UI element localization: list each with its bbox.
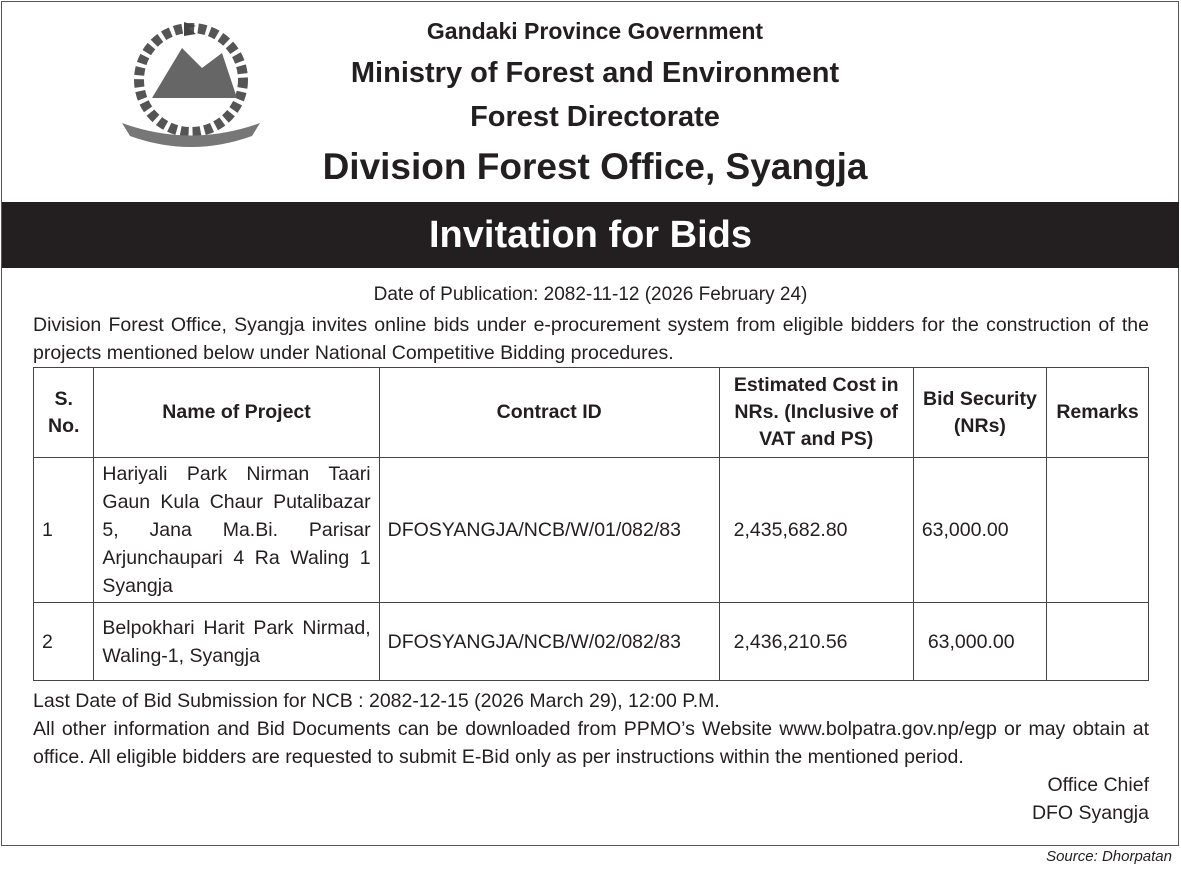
header-security: Bid Security (NRs) <box>913 368 1046 458</box>
header-project: Name of Project <box>94 368 379 458</box>
signatory-title: Office Chief <box>1047 774 1149 796</box>
table-row <box>34 458 1149 603</box>
cell-remarks <box>1047 603 1149 681</box>
notice-title: Invitation for Bids <box>2 202 1179 268</box>
cell-sn: 2 <box>34 603 94 681</box>
ministry-name: Ministry of Forest and Environment <box>350 57 840 89</box>
signatory-office: DFO Syangja <box>1031 802 1149 824</box>
footer <box>33 687 1149 827</box>
nepal-emblem-seal <box>112 18 270 153</box>
table-row <box>34 603 1149 681</box>
cell-sn: 1 <box>34 458 94 603</box>
cell-security: 63,000.00 <box>913 458 1046 603</box>
publication-date: Date of Publication: 2082-11-12 (2026 February 24) <box>373 284 808 305</box>
header-remarks: Remarks <box>1047 368 1149 458</box>
header-cost: Estimated Cost in NRs. (Inclusive of VAT and PS) <box>719 368 913 458</box>
table-header-row <box>34 368 1149 458</box>
source-credit: Source: Dhorpatan <box>1046 848 1172 865</box>
cell-remarks <box>1047 458 1149 603</box>
office-name: Division Forest Office, Syangja <box>322 146 868 187</box>
cell-cost: 2,435,682.80 <box>719 458 913 603</box>
cell-contract-id: DFOSYANGJA/NCB/W/02/082/83 <box>379 603 719 681</box>
header-contract-id: Contract ID <box>379 368 719 458</box>
last-submission-date: Last Date of Bid Submission for NCB : 2082-12-15 (2026 March 29), 12:00 P.M. <box>33 690 720 712</box>
header-sn: S. No. <box>34 368 94 458</box>
cell-security: 63,000.00 <box>913 603 1046 681</box>
projects-table <box>33 367 1149 681</box>
cell-project: Hariyali Park Nirman Taari Gaun Kula Chaur Putalibazar 5, Jana Ma.Bi. Parisar Arjunchaupari 4 Ra Waling 1 Syangja <box>94 458 379 603</box>
cell-contract-id: DFOSYANGJA/NCB/W/01/082/83 <box>379 458 719 603</box>
cell-project: Belpokhari Harit Park Nirmad, Waling-1, Syangja <box>94 603 379 681</box>
directorate-name: Forest Directorate <box>470 101 720 133</box>
cell-cost: 2,436,210.56 <box>719 603 913 681</box>
info-paragraph: All other information and Bid Documents can be downloaded from PPMO’s Website www.bolpatra.gov.np/egp or may obtain at office. All eligible bidders are requested to submit E-Bid only as per instructions within the mentioned period. <box>33 718 1149 768</box>
intro-paragraph: Division Forest Office, Syangja invites online bids under e-procurement system from eligible bidders for the construction of the projects mentioned below under National Competitive Bidding procedures. <box>33 314 1149 364</box>
province-name: Gandaki Province Government <box>426 18 764 44</box>
